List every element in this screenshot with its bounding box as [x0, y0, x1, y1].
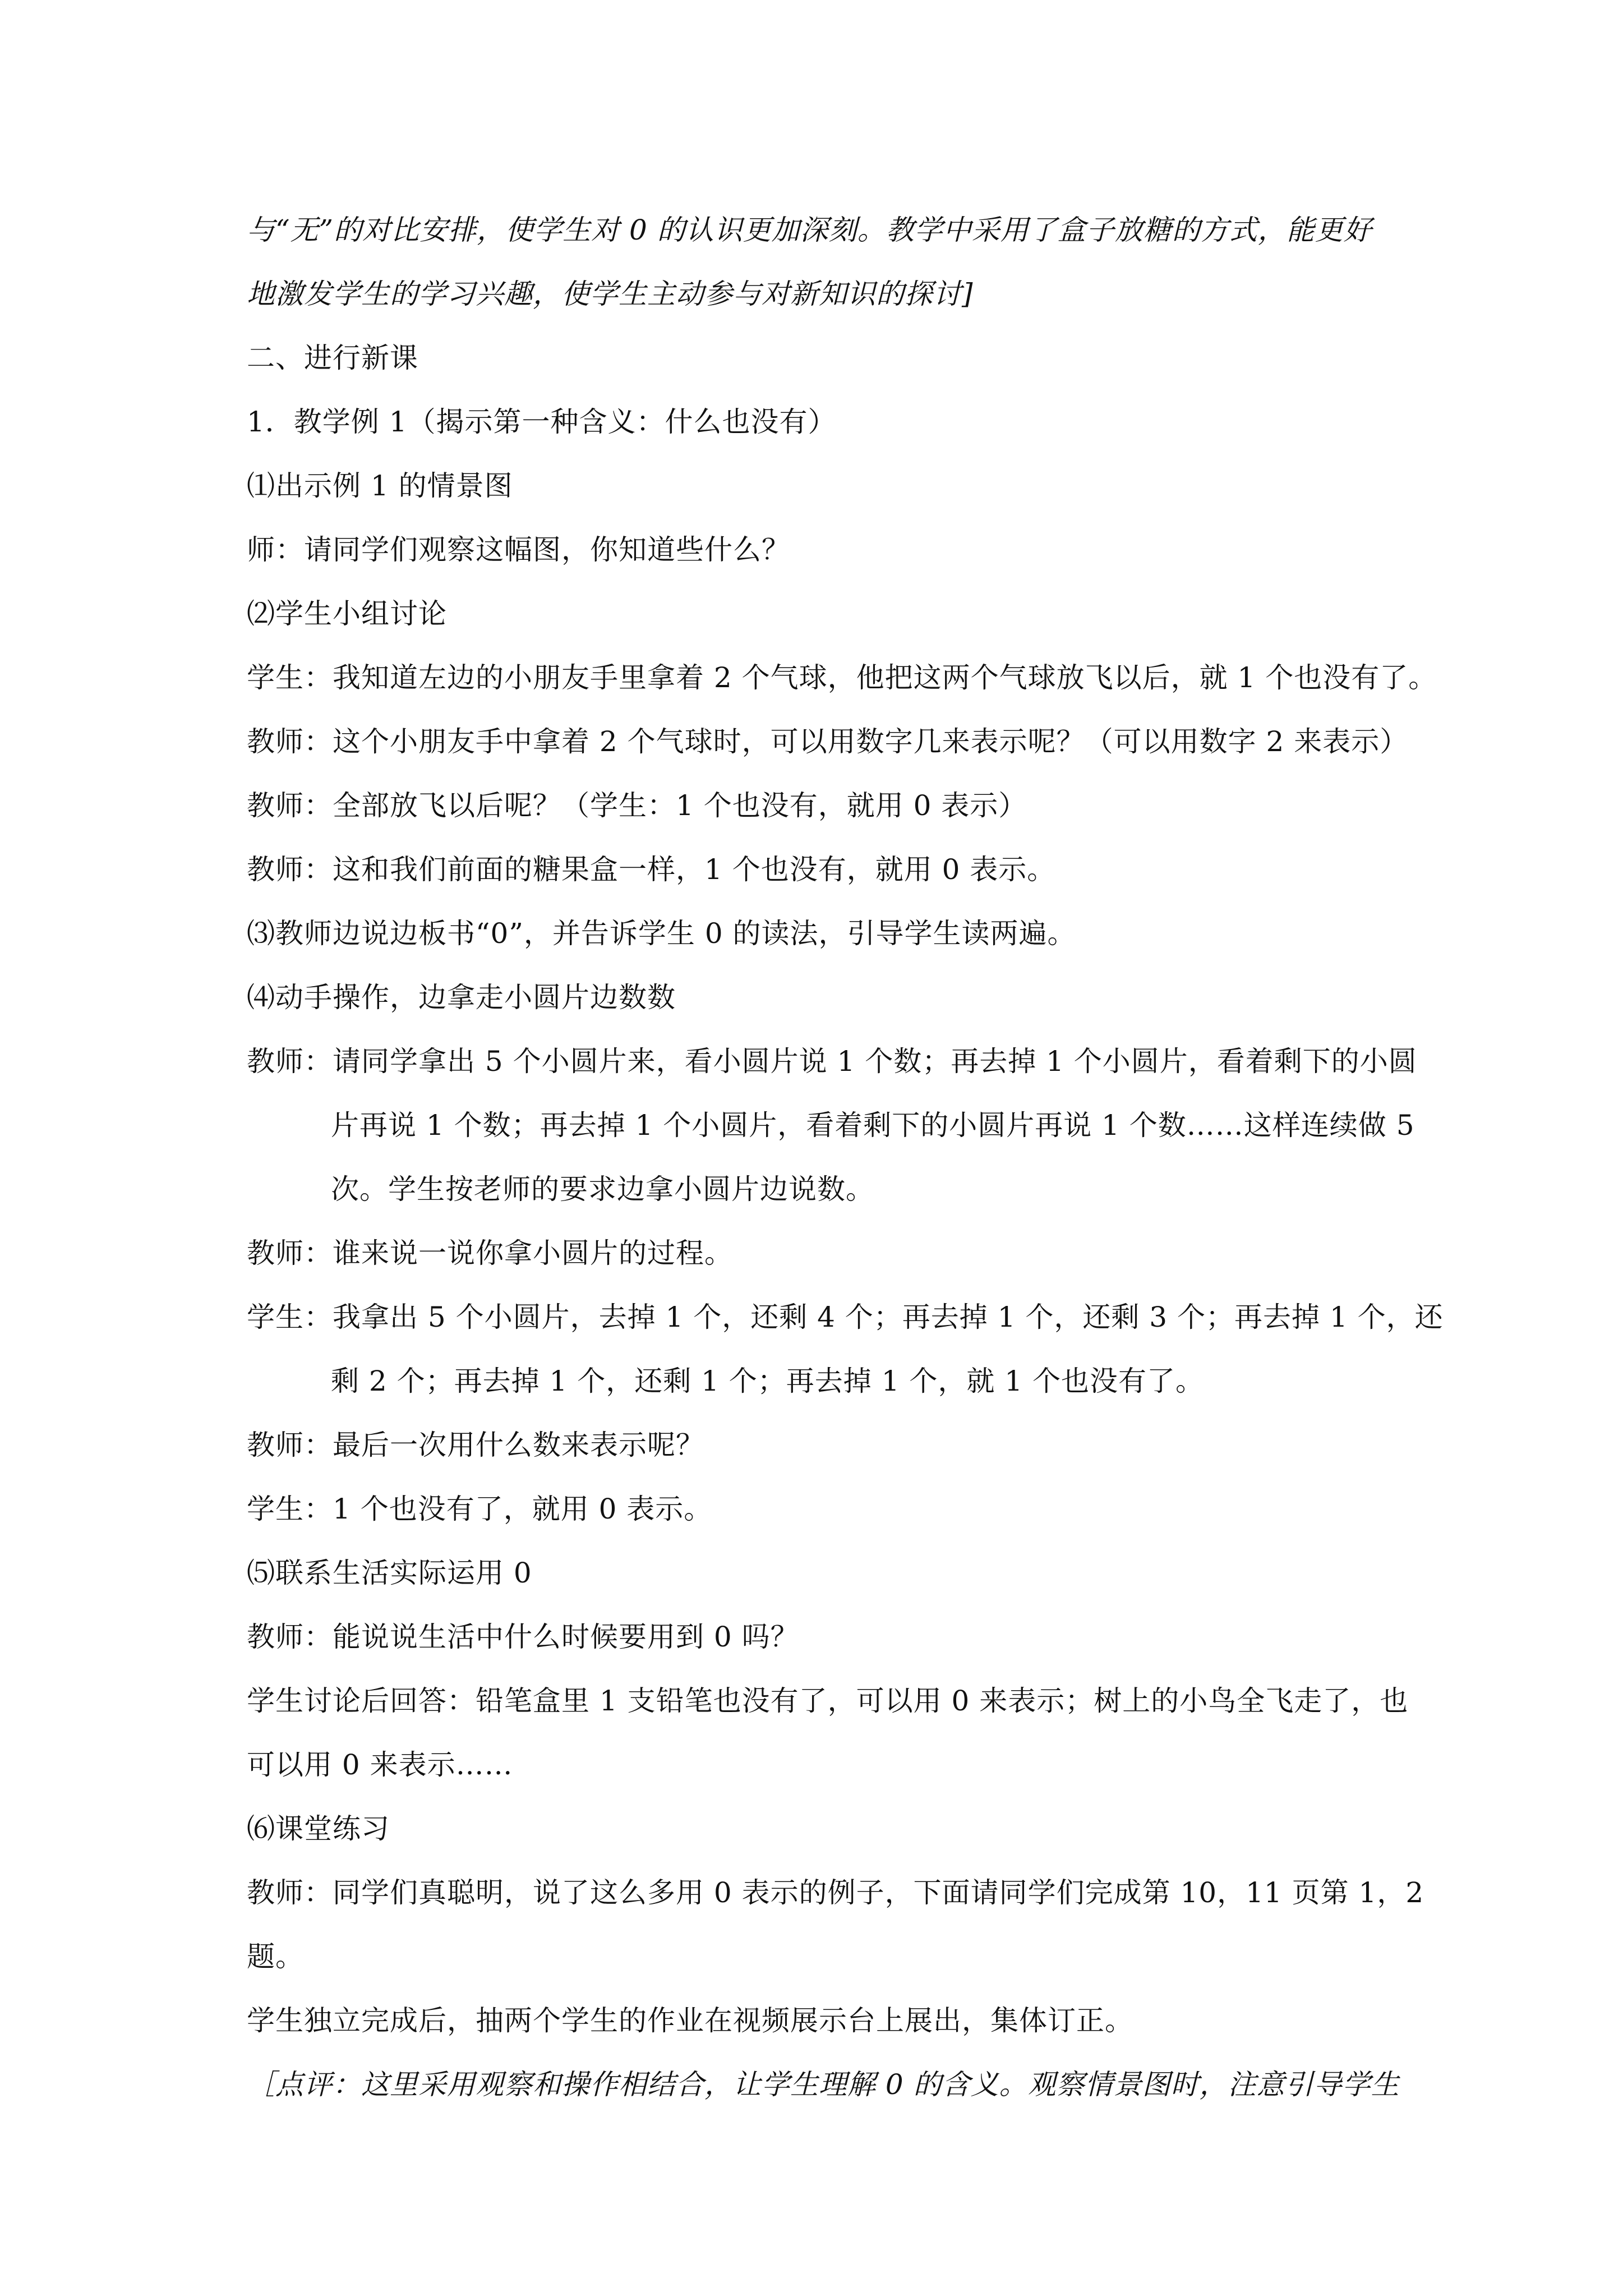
text-line-14: 教师：请同学拿出 5 个小圆片来，看小圆片说 1 个数；再去掉 1 个小圆片，看着剩下的小圆	[247, 1045, 1417, 1078]
text-line-5: ⑴出示例 1 的情景图	[247, 470, 513, 502]
text-line-13: ⑷动手操作，边拿走小圆片边数数	[247, 981, 676, 1014]
text-line-1: 与“无”的对比安排，使学生对 0 的认识更加深刻。教学中采用了盒子放糖的方式，能更好	[247, 214, 1372, 246]
text-line-28: 题。	[247, 1940, 304, 1973]
text-line-25: 可以用 0 来表示……	[247, 1749, 513, 1781]
text-line-11: 教师：这和我们前面的糖果盒一样，1 个也没有，就用 0 表示。	[247, 853, 1056, 886]
text-line-7: ⑵学生小组讨论	[247, 597, 447, 630]
text-line-9: 教师：这个小朋友手中拿着 2 个气球时，可以用数字几来表示呢？（可以用数字 2 来表示）	[247, 725, 1409, 758]
text-line-21: 学生：1 个也没有了，就用 0 表示。	[247, 1493, 713, 1525]
text-line-27: 教师：同学们真聪明，说了这么多用 0 表示的例子，下面请同学们完成第 10，11 页第 1，2	[247, 1876, 1424, 1909]
text-line-2: 地激发学生的学习兴趣，使学生主动参与对新知识的探讨]	[247, 278, 974, 310]
text-line-6: 师：请同学们观察这幅图，你知道些什么？	[247, 533, 790, 566]
text-line-8: 学生：我知道左边的小朋友手里拿着 2 个气球，他把这两个气球放飞以后，就 1 个也没有了。	[247, 661, 1437, 694]
text-line-4: 1．教学例 1（揭示第一种含义：什么也没有）	[247, 406, 837, 438]
section-heading: 二、进行新课	[247, 342, 418, 374]
text-line-18: 学生：我拿出 5 个小圆片，去掉 1 个，还剩 4 个；再去掉 1 个，还剩 3 个；再去掉 1 个，还	[247, 1301, 1444, 1333]
text-line-24: 学生讨论后回答：铅笔盒里 1 支铅笔也没有了，可以用 0 来表示；树上的小鸟全飞走了，也	[247, 1685, 1409, 1717]
text-line-12: ⑶教师边说边板书“0”，并告诉学生 0 的读法，引导学生读两遍。	[247, 917, 1076, 950]
text-line-16: 次。学生按老师的要求边拿小圆片边说数。	[331, 1173, 874, 1205]
text-line-22: ⑸联系生活实际运用 0	[247, 1557, 532, 1589]
text-line-17: 教师：谁来说一说你拿小圆片的过程。	[247, 1237, 733, 1269]
text-line-20: 教师：最后一次用什么数来表示呢？	[247, 1429, 704, 1461]
text-line-26: ⑹课堂练习	[247, 1812, 390, 1845]
text-line-30: ［点评：这里采用观察和操作相结合，让学生理解 0 的含义。观察情景图时，注意引导学生	[247, 2068, 1400, 2101]
text-line-23: 教师：能说说生活中什么时候要用到 0 吗？	[247, 1621, 799, 1653]
text-line-29: 学生独立完成后，抽两个学生的作业在视频展示台上展出，集体订正。	[247, 2004, 1133, 2037]
text-line-10: 教师：全部放飞以后呢？（学生：1 个也没有，就用 0 表示）	[247, 789, 1027, 822]
text-line-15: 片再说 1 个数；再去掉 1 个小圆片，看着剩下的小圆片再说 1 个数……这样连续做 5	[331, 1109, 1415, 1142]
text-line-19: 剩 2 个；再去掉 1 个，还剩 1 个；再去掉 1 个，就 1 个也没有了。	[331, 1365, 1204, 1397]
